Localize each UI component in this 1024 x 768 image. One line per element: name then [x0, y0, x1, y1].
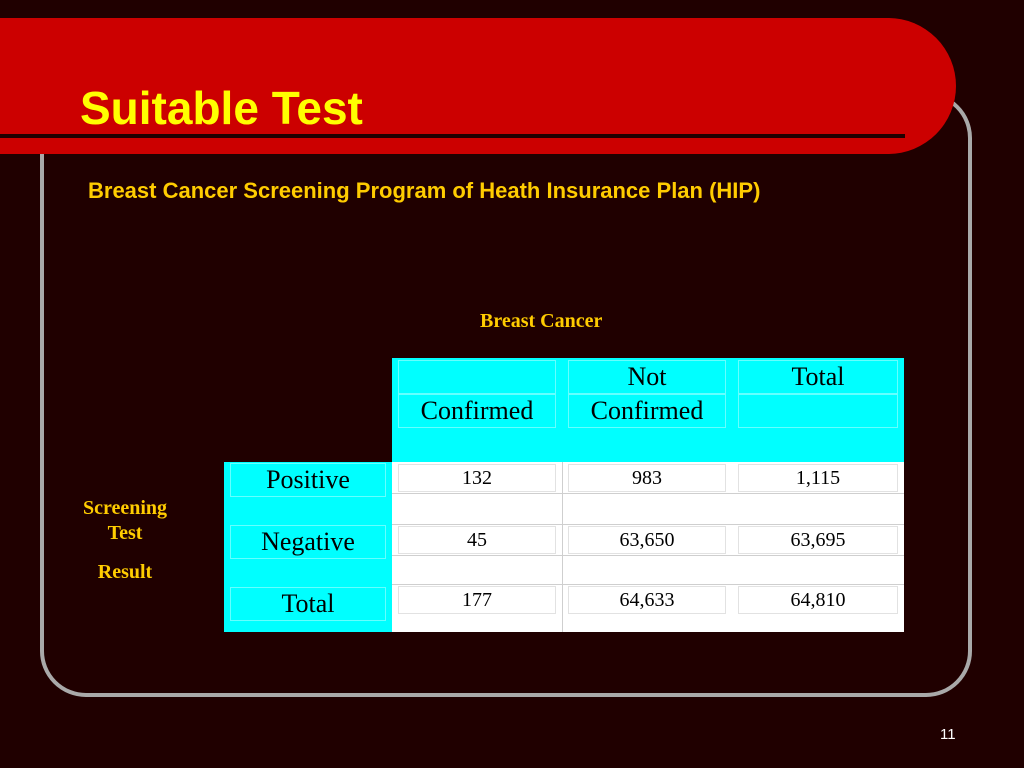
cell-value: 63,650 — [568, 526, 726, 554]
cell-value: 983 — [568, 464, 726, 492]
header-top: Not — [568, 360, 726, 394]
header-cell-not-confirmed — [562, 358, 732, 462]
row-divider — [392, 493, 904, 494]
row-label-total — [224, 586, 392, 622]
row-label: Positive — [230, 463, 386, 497]
row-group-label-line: Screening — [82, 497, 168, 519]
row-divider — [392, 555, 904, 556]
cell-value: 132 — [398, 464, 556, 492]
table-cell — [732, 524, 904, 556]
column-group-label: Breast Cancer — [480, 310, 603, 332]
header-bottom: Confirmed — [568, 394, 726, 428]
row-label: Total — [230, 587, 386, 621]
header-top: Total — [738, 360, 898, 394]
slide-subtitle: Breast Cancer Screening Program of Heath Insurance Plan (HIP) — [88, 178, 761, 203]
header-top — [398, 360, 556, 394]
cell-value: 1,115 — [738, 464, 898, 492]
cell-value: 64,633 — [568, 586, 726, 614]
cell-value: 63,695 — [738, 526, 898, 554]
table-cell — [392, 524, 562, 556]
table-cell — [732, 462, 904, 494]
table-cell — [732, 584, 904, 616]
header-bottom — [738, 394, 898, 428]
row-label-positive — [224, 462, 392, 498]
page-number: 11 — [940, 726, 956, 743]
table-cell — [392, 462, 562, 494]
table-cell — [562, 524, 732, 556]
row-label: Negative — [230, 525, 386, 559]
row-label-negative — [224, 524, 392, 560]
row-group-label-line: Test — [107, 522, 143, 544]
row-group-label-line: Result — [97, 561, 153, 583]
slide-title: Suitable Test — [80, 82, 363, 134]
header-cell-confirmed — [392, 358, 562, 462]
cell-value: 177 — [398, 586, 556, 614]
table-cell — [562, 584, 732, 616]
table-cell — [392, 584, 562, 616]
column-divider — [562, 462, 563, 632]
header-cell-total — [732, 358, 904, 462]
row-divider — [392, 524, 904, 525]
cell-value: 45 — [398, 526, 556, 554]
table-cell — [562, 462, 732, 494]
cell-value: 64,810 — [738, 586, 898, 614]
header-bottom: Confirmed — [398, 394, 556, 428]
row-divider — [392, 584, 904, 585]
